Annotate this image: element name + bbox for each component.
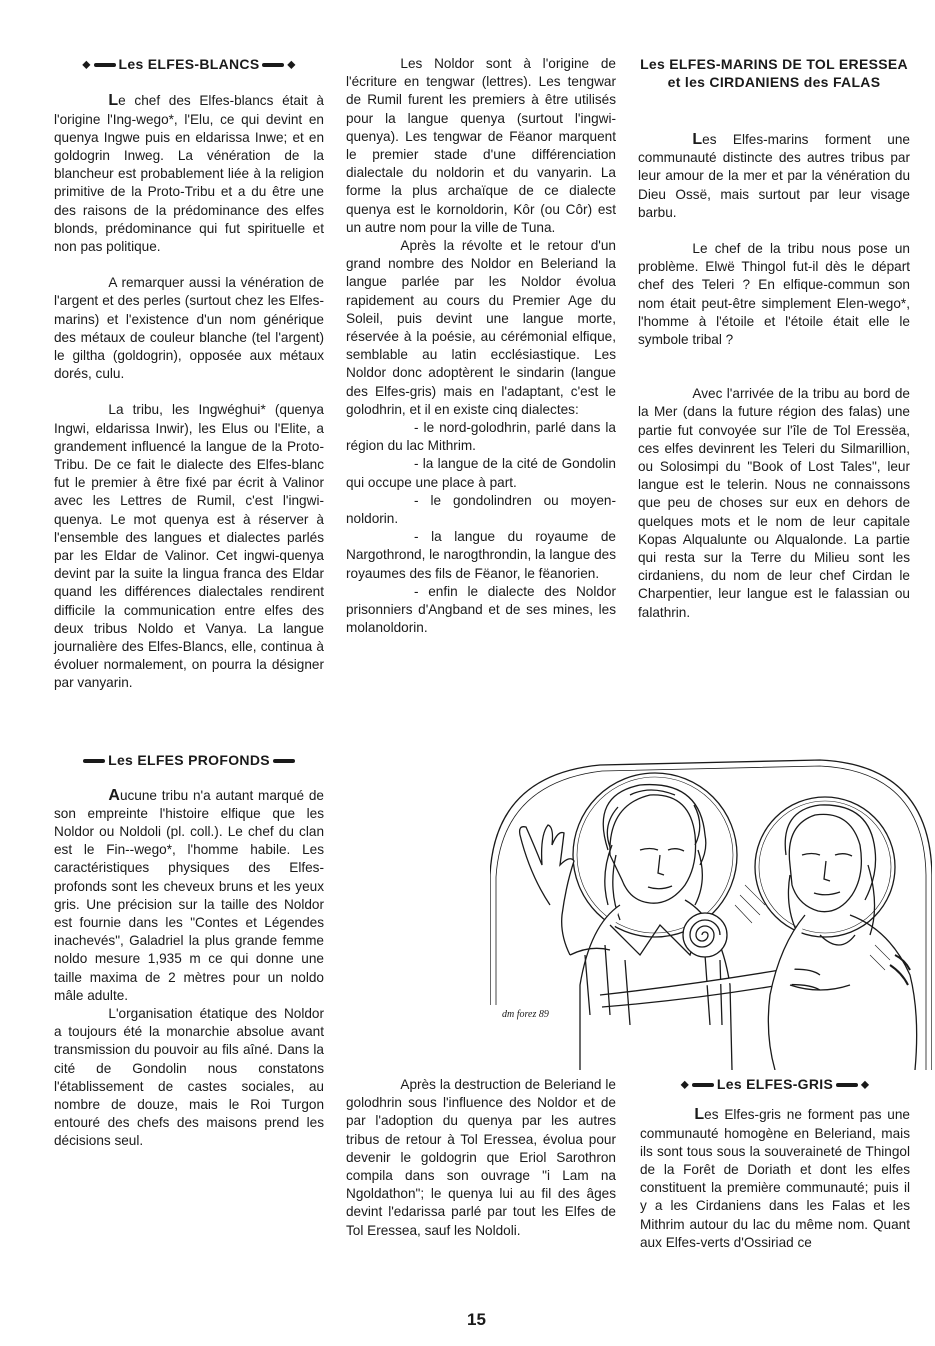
paragraph: Les Noldor sont à l'origine de l'écriture en tengwar (lettres). Les tengwar de Rumil furent les premiers à être utilisés pour la langue quenya (surtout l'ingwi-quenya). Les tengwar de Fëanor marquent le premier stade d'une différenciation dialectale du noldorin et du vanyarin. La forme la plus archaïque de ce dialecte quenya est le kornoldorin, Kôr (ou Côr) est un autre nom pour la ville de Tuna. — [346, 56, 616, 235]
elves-illustration — [490, 755, 932, 1070]
column-left — [54, 55, 324, 1151]
list-item: - la langue de la cité de Gondolin qui occupe une place à part. — [346, 456, 616, 490]
list-item: - enfin le dialecte des Noldor prisonniers d'Angband et de ses mines, les molanoldorin. — [346, 583, 616, 636]
paragraph: L'organisation étatique des Noldor a toujours été la monarchie absolue avant transmission du pouvoir au fils aîné. Dans la cité de Gondolin nous constatons l'établissement de castes sociales, au nombre de douze, mais le Roi Turgon entouré des chefs des maisons prend les décisions seul. — [54, 1006, 324, 1149]
heading-elfes-profonds: Les ELFES PROFONDS — [54, 751, 324, 769]
paragraph: Après la révolte et le retour d'un grand nombre des Noldor en Beleriand la langue parlée par les Noldor évolua rapidement au cours du Premier Age du Soleil, puis devint une langue morte, réservée à la poésie, au cérémonial elfique, semblable au latin ecclésiastique. Les Noldor donc adoptèrent le sindarin (langue des Elfes-gris) mais en l'adaptant, c'est le golodhrin, et il en existe cinq dialectes: — [346, 238, 616, 417]
paragraph: Avec l'arrivée de la tribu au bord de la Mer (dans la future région des falas) une partie fut convoyée sur l'île de Tol Eressëa, ces elfes devinrent les Teleri du Silmarillion, ou Solosimpi du "Book of Lost Tales", leur langue est le telerin. Nous ne connaissons que peu de choses sur eux en dehors de quelques mots et le nom de leur capitale Kopas Alqualunte ou Alqualonde. La partie qui resta sur la Terre du Milieu sont les cirdaniens, du nom de leur chef Cirdan le Charpentier, leur langue est le falassian ou falathrin. — [638, 386, 910, 620]
heading-elfes-gris: ◆ Les ELFES-GRIS ◆ — [680, 1076, 870, 1092]
paragraph: Les Elfes-gris ne forment pas une communauté homogène en Beleriand, mais ils sont tous sous la souveraineté de Thingol de la Forêt de Doriath et dont les elfes constituent la première communauté; puis il y a les Cirdaniens dans les Falas et les Mithrim autour du lac du même nom. Quant aux Elfes-verts d'Ossiriad ce — [640, 1106, 910, 1250]
list-item: - la langue du royaume de Nargothrond, le narogthrondin, la langue des royaumes des fils de Fëanor, le fëanorien. — [346, 529, 616, 581]
column-right — [638, 55, 910, 622]
paragraph: Le chef des Elfes-blancs était à l'origine l'Ing-wego*, l'Elu, ce qui devint en quenya Ingwe puis en eldarissa Inwe; et en goldogrin Inweg. La vénération de la blancheur est probablement liée à la religion primitive de la Proto-Tribu et a du être une des raisons de la prédominance des elfes blonds, prédominance qui fut spirituelle et non pas politique. — [54, 92, 324, 254]
paragraph: A remarquer aussi la vénération de l'argent et des perles (surtout chez les Elfes-marins) et l'existence d'un nom générique des métaux de couleur blanche (tel l'argent) le giltha (goldogrin), opposée aux métaux dorés, culu. — [54, 275, 324, 382]
paragraph: Les Elfes-marins forment une communauté distincte des autres tribus par leur amour de la mer et par la vénération du Dieu Ossë, mais surtout par leur visage barbu. — [638, 131, 910, 220]
column-middle-bottom — [346, 1076, 616, 1240]
heading-elfes-marins: Les ELFES-MARINS DE TOL ERESSEA et les CIRDANIENS des FALAS — [640, 56, 908, 90]
column-right-bottom — [640, 1075, 910, 1252]
list-item: - le nord-golodhrin, parlé dans la région du lac Mithrim. — [346, 420, 616, 454]
page-number: 15 — [467, 1310, 486, 1329]
illustration-signature: dm forez 89 — [502, 1009, 549, 1020]
paragraph: Le chef de la tribu nous pose un problème. Elwë Thingol fut-il dès le départ chef des Teleri ? En elfique-commun son nom était peut-être simplement Elen-wego*, l'homme à l'étoile et l'étoile était elle le symbole tribal ? — [638, 241, 910, 348]
paragraph: La tribu, les Ingwéghui* (quenya Ingwi, eldarissa Inwir), les Elus ou l'Elite, a grandement influencé la langue de la Proto-Tribu. De ce fait le dialecte des Elfes-blanc fut le premier à être fixé par écrit à Valinor avec les Lettres de Rumil, c'est l'ingwi-quenya. Le mot quenya est à réserver à l'ensemble des langues et dialectes parlés par les Eldar de Valinor. Cet ingwi-quenya devint par la suite la lingua franca des Eldar quand les différences dialectales rendirent difficile la communication entre elfes des deux tribus Noldo et Vanya. La langue journalière des Elfes-Blancs, elle, continua à évoluer normalement, on pourra la désigner par vanyarin. — [54, 402, 324, 691]
paragraph: Aucune tribu n'a autant marqué de son empreinte l'histoire elfique que les Noldor ou Noldoli (pl. coll.). Le chef du clan est le Fin--wego*, l'homme habile. Les caractéristiques physiques des Elfes-profonds sont les cheveux bruns et les yeux gris. Une précision sur la taille des Noldor est fournie dans les "Contes et Légendes inachevés", Galadriel la plus grande femme noldo mesure 1,935 m ce qui donne une taille maxima de 2 mètres pour un noldo mâle adulte. — [54, 786, 324, 1003]
list-item: - le gondolindren ou moyen-noldorin. — [346, 492, 616, 527]
paragraph: Après la destruction de Beleriand le golodhrin sous l'influence des Noldor et de par l'adoption du quenya par les autres tribus de retour à Tol Eressea, évolua pour devenir le goldogrin que Eriol Sarothron compila dans son ouvrage "i Lam na Ngoldathon"; le quenya lui au fil des âges devint l'edarissa parlé par tout les Elfes de Tol Eressea, sauf les Noldoli. — [346, 1077, 616, 1238]
heading-elfes-blancs: ◆ Les ELFES-BLANCS ◆ — [82, 56, 296, 72]
column-middle — [346, 55, 616, 638]
